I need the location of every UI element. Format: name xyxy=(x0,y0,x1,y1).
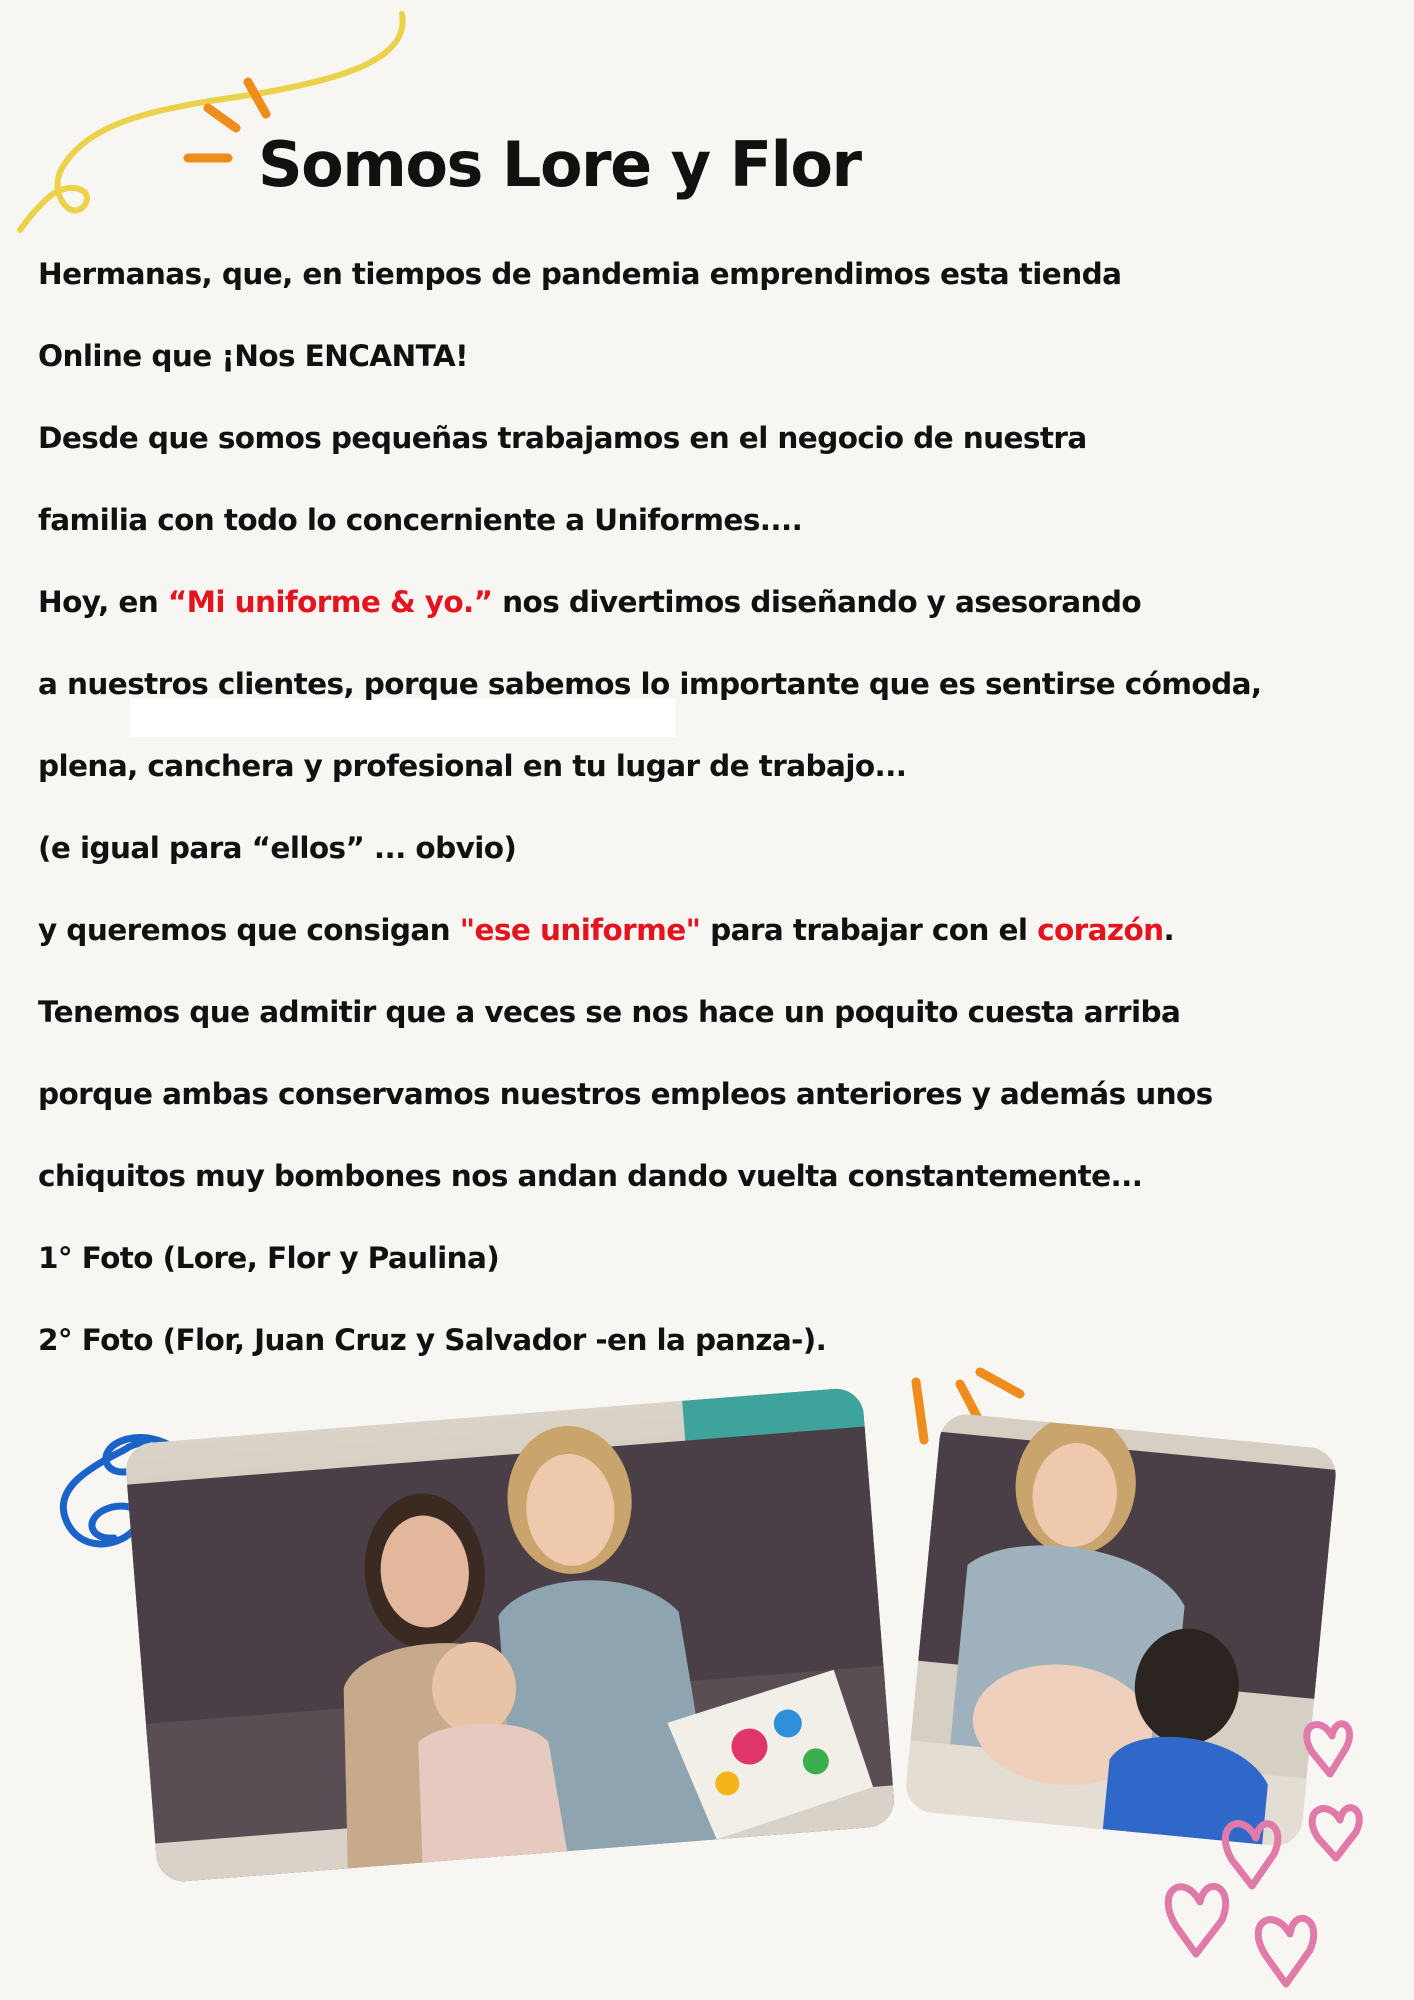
text-segment: (e igual para “ellos” ... obvio) xyxy=(38,831,517,865)
highlight-text: “Mi uniforme & yo.” xyxy=(167,585,493,619)
text-segment: nos divertimos diseñando y asesorando xyxy=(492,585,1142,619)
text-segment: familia con todo lo concerniente a Uniformes.... xyxy=(38,503,803,537)
text-line xyxy=(38,582,1141,622)
text-line xyxy=(38,500,802,540)
text-line xyxy=(38,992,1180,1032)
text-line xyxy=(38,1156,1142,1196)
text-segment: chiquitos muy bombones nos andan dando vuelta constantemente... xyxy=(38,1159,1143,1193)
text-segment: plena, canchera y profesional en tu lugar de trabajo... xyxy=(38,749,907,783)
white-highlight-patch xyxy=(130,699,675,737)
highlight-text: "ese uniforme" xyxy=(459,913,701,947)
text-line xyxy=(38,418,1087,458)
text-line xyxy=(38,828,516,868)
text-segment: porque ambas conservamos nuestros empleos anteriores y además unos xyxy=(38,1077,1213,1111)
highlight-text: corazón xyxy=(1037,913,1164,947)
pink-hearts-doodle xyxy=(1160,1700,1400,2000)
text-line xyxy=(38,746,906,786)
text-segment: para trabajar con el xyxy=(700,913,1038,947)
photo-family-on-sofa xyxy=(124,1387,896,1884)
text-line xyxy=(38,664,1262,704)
text-segment: Desde que somos pequeñas trabajamos en el negocio de nuestra xyxy=(38,421,1087,455)
text-segment: Hoy, en xyxy=(38,585,168,619)
text-line xyxy=(38,1320,826,1360)
page-title: Somos Lore y Flor xyxy=(258,128,861,201)
text-line xyxy=(38,1238,499,1278)
text-segment: Hermanas, que, en tiempos de pandemia emprendimos esta tienda xyxy=(38,257,1122,291)
text-segment: . xyxy=(1163,913,1175,947)
text-line xyxy=(38,254,1121,294)
text-segment: 2° Foto (Flor, Juan Cruz y Salvador -en la panza-). xyxy=(38,1323,827,1357)
text-line xyxy=(38,1074,1213,1114)
text-segment: Online que ¡Nos ENCANTA! xyxy=(38,339,468,373)
text-segment: y queremos que consigan xyxy=(38,913,460,947)
text-segment: 1° Foto (Lore, Flor y Paulina) xyxy=(38,1241,500,1275)
text-line xyxy=(38,336,468,376)
text-segment: a nuestros clientes, porque sabemos lo importante que es sentirse cómoda, xyxy=(38,667,1262,701)
text-segment: Tenemos que admitir que a veces se nos hace un poquito cuesta arriba xyxy=(38,995,1181,1029)
text-line xyxy=(38,910,1174,950)
